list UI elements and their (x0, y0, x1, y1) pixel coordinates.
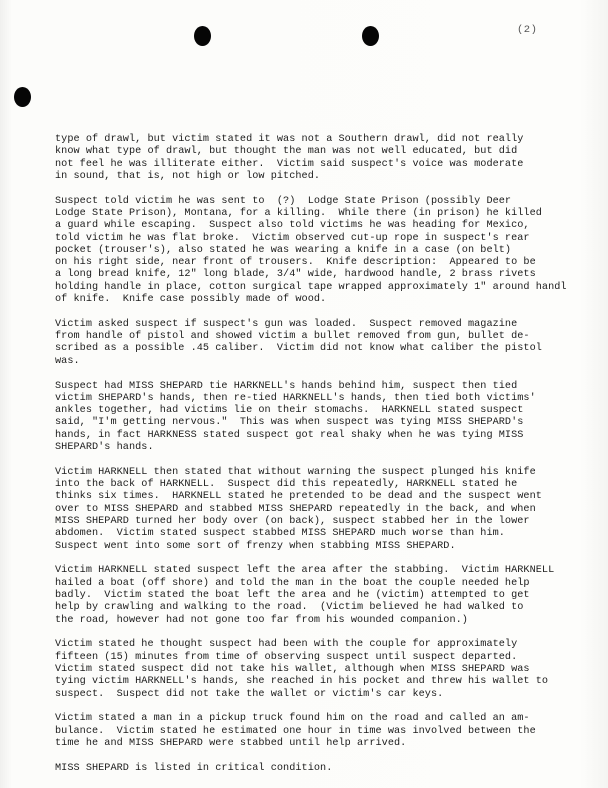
paragraph-voice-description (55, 134, 608, 183)
paragraph-aftermath (55, 565, 608, 626)
paragraph-suspect-background (55, 196, 608, 307)
paragraph-gun (55, 319, 608, 368)
text-line: Victim HARKNELL stated suspect left the area after the stabbing. Victim HARKNELL (55, 565, 555, 577)
text-line: bulance. Victim stated he estimated one hour in time was involved between the (55, 725, 536, 737)
text-line: thinks six times. HARKNELL stated he pretended to be dead and the suspect went (55, 491, 542, 503)
text-line: MISS SHEPARD is listed in critical condition. (55, 762, 333, 774)
document-body (55, 134, 608, 788)
paragraph-duration-wallet (55, 639, 608, 700)
text-line: SHEPARD's hands. (55, 442, 154, 454)
paragraph-condition (55, 763, 608, 775)
text-line: said, "I'm getting nervous." This was when suspect was tying MISS SHEPARD's (55, 417, 524, 429)
page-number: (2) (517, 24, 538, 36)
text-line: tying victim HARKNELL's hands, she reached in his pocket and threw his wallet to (55, 676, 549, 688)
text-line: badly. Victim stated the boat left the area and he (victim) attempted to get (55, 590, 530, 601)
text-line: in sound, that is, not high or low pitched. (55, 170, 321, 182)
punch-hole-icon (362, 26, 379, 46)
text-line: on his right side, near front of trousers. Knife description: Appeared to be (55, 257, 536, 269)
text-line: the road, however had not gone too far from his wounded companion.) (55, 614, 468, 626)
text-line: a guard while escaping. Suspect also told victims he was heading for Mexico, (55, 220, 530, 232)
text-line: Victim stated a man in a pickup truck found him on the road and called an am- (55, 713, 530, 725)
text-line: suspect. Suspect did not take the wallet or victim's car keys. (55, 688, 444, 700)
text-line: hands, in fact HARKNESS stated suspect got real shaky when he was tying MISS (55, 429, 524, 441)
paragraph-tying (55, 381, 608, 455)
text-line: type of drawl, but victim stated it was not a Southern drawl, did not really (55, 134, 524, 145)
text-line: into the back of HARKNELL. Suspect did this repeatedly, HARKNELL stated he (55, 479, 518, 491)
text-line: know what type of drawl, but thought the man was not well educated, but did (55, 146, 518, 158)
text-line: MISS SHEPARD turned her body over (on back), suspect stabbed her in the lower (55, 516, 530, 528)
text-line: Suspect told victim he was sent to (?) Lodge State Prison (possibly Deer (55, 195, 512, 207)
text-line: not feel he was illiterate either. Victim said suspect's voice was moderate (55, 158, 524, 170)
punch-hole-icon (14, 87, 31, 107)
text-line: time he and MISS SHEPARD were stabbed until help arrived. (55, 737, 407, 749)
text-line: Victim HARKNELL then stated that without warning the suspect plunged his knife (55, 466, 536, 478)
text-line: victim SHEPARD's hands, then re-tied HARKNELL's hands, then tied both victims' (55, 392, 536, 404)
text-line: Suspect had MISS SHEPARD tie HARKNELL's hands behind him, suspect then tied (55, 380, 518, 392)
text-line: Victim stated suspect did not take his wallet, although when MISS SHEPARD was (55, 663, 530, 675)
text-line: Lodge State Prison), Montana, for a killing. While there (in prison) he killed (55, 207, 542, 219)
text-line: over to MISS SHEPARD and stabbed MISS SHEPARD repeatedly in the back, and when (55, 503, 536, 515)
text-line: of knife. Knife case possibly made of wood. (55, 294, 327, 306)
text-line: a long bread knife, 12" long blade, 3/4" wide, hardwood handle, 2 brass rivets (55, 269, 536, 281)
text-line: help by crawling and walking to the road. (Victim believed he had walked to (55, 602, 524, 614)
text-line: pocket (trouser's), also stated he was wearing a knife in a case (on belt) (55, 244, 512, 256)
text-line: fifteen (15) minutes from time of observing suspect until suspect departed. (55, 651, 518, 663)
text-line: was. (55, 355, 80, 367)
text-line: told victim he was flat broke. Victim observed cut-up rope in suspect's rear (55, 232, 530, 244)
punch-hole-icon (194, 26, 211, 46)
paragraph-rescue (55, 713, 608, 750)
text-line: hailed a boat (off shore) and told the man in the boat the couple needed help (55, 577, 530, 589)
text-line: ankles together, had victims lie on their stomachs. HARKNELL stated suspect (55, 405, 524, 417)
paragraph-stabbing (55, 467, 608, 553)
text-line: Suspect went into some sort of frenzy when stabbing MISS SHEPARD. (55, 540, 456, 552)
text-line: abdomen. Victim stated suspect stabbed MISS SHEPARD much worse than him. (55, 528, 505, 540)
text-line: scribed as a possible .45 caliber. Victim did not know what caliber the pistol (55, 343, 542, 355)
text-line: from handle of pistol and showed victim a bullet removed from gun, bullet de- (55, 331, 530, 343)
text-line: Victim stated he thought suspect had been with the couple for approximately (55, 639, 518, 651)
text-line: Victim asked suspect if suspect's gun was loaded. Suspect removed magazine (55, 318, 518, 330)
text-line: holding handle in place, cotton surgical tape wrapped approximately 1" around handl (55, 281, 567, 293)
